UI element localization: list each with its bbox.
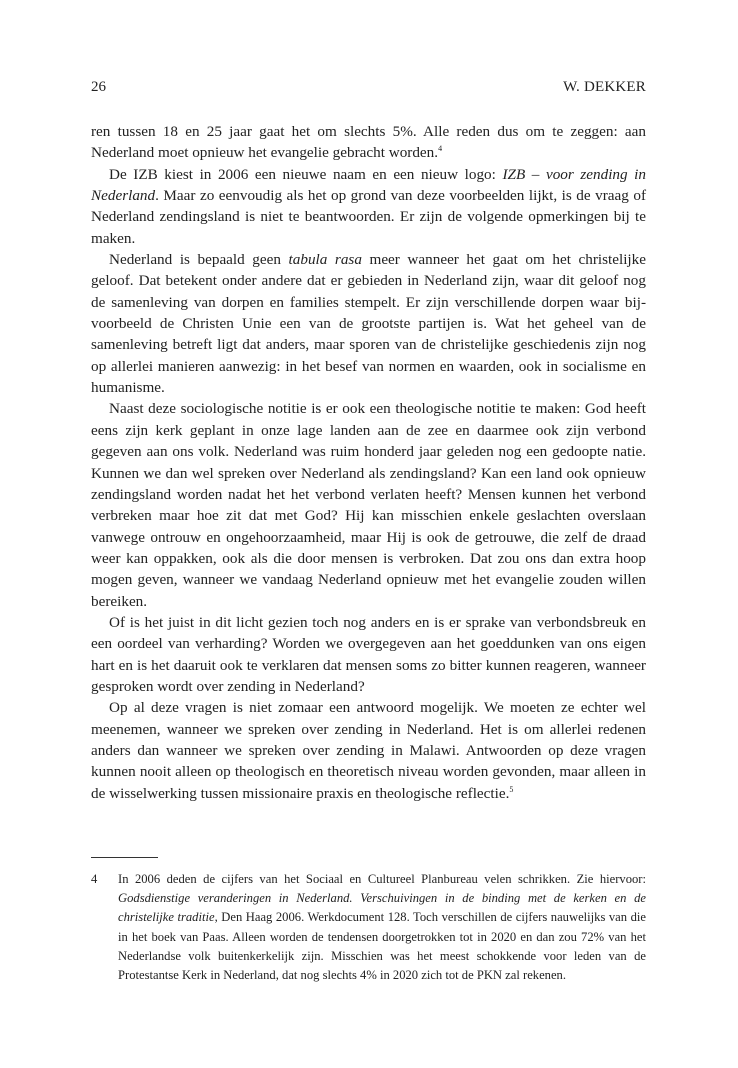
footnote-text: [118, 870, 646, 985]
paragraph-1: [91, 121, 646, 164]
footnote-divider: [91, 857, 158, 858]
footnote-italic-title: Godsdienstige veranderingen in Nederland. Verschuivingen in de binding met de kerken en de christelijke traditie: [118, 891, 646, 925]
paragraph-2-text-a: De IZB kiest in 2006 een nieuwe naam en een nieuw logo:: [109, 165, 503, 183]
footnote-ref-5[interactable]: 5: [509, 784, 514, 794]
paragraph-6-text: Op al deze vragen is niet zomaar een antwoord mogelijk. We moeten ze echter wel meenemen, wanneer we spreken over zending in Nederland. Het is om allerlei redenen anders dan wanneer we spreken over zending in Malawi. Antwoorden op deze vragen kunnen nooit alleen op theologisch en theoretisch niveau worden gevonden, maar alleen in de wisselwerking tussen missionaire praxis en theologische reflectie.: [91, 699, 646, 802]
footnote-text-a: In 2006 deden de cijfers van het Sociaal en Cultureel Planbureau velen schrikken. Zie hiervoor:: [118, 872, 646, 886]
footnote-ref-4[interactable]: 4: [438, 144, 443, 154]
paragraph-4: Naast deze sociologische notitie is er ook een theologische notitie te maken: God heeft eens zijn kerk geplant in onze lage landen aan de zee en daarmee ook zijn verbond gegeven aan ons volk. Nederland was ruim honderd jaar geleden nog een gedoopte natie. Kunnen we dan wel spreken over Nederland als zendingsland? Kan een land ook opnieuw zendingsland worden nadat het het verbond verlaten heeft? Mensen kunnen het verbond verbreken maar hoe zit dat met God? Hij kan misschien enkele geslachten overslaan vanwege ontrouw en ongehoorzaamheid, maar Hij is ook de getrouwe, die zelf de draad weer kan oppakken, ook als die door mensen is verbroken. Dat zou ons dan extra hoop mogen geven, wanneer we vandaag Nederland opnieuw met het evangelie zouden willen bereiken.: [91, 400, 646, 610]
body-text: [91, 121, 646, 804]
footnote-number: 4: [91, 872, 98, 886]
paragraph-6: [91, 697, 646, 804]
running-head: [91, 77, 646, 99]
paragraph-2: [91, 164, 646, 249]
paragraph-3-text-a: Nederland is bepaald geen: [109, 251, 289, 269]
paragraph-5: Of is het juist in dit licht gezien toch nog anders en is er sprake van verbondsbreuk en een oordeel van verharding? Worden we overgegeven aan het goeddunken van ons eigen hart en is het daaruit ook te verklaren dat mensen soms zo bitter kunnen reageren, wanneer gesproken wordt over zending in Nederland?: [91, 613, 646, 695]
paragraph-3: [91, 249, 646, 398]
page-number: 26: [91, 79, 106, 95]
paragraph-3-italic: tabula rasa: [288, 251, 362, 269]
paragraph-2-text-b: . Maar zo eenvoudig als het op grond van deze voorbeelden lijkt, is de vraag of Nederland zendingsland is niet te beantwoorden. Er zijn de volgende opmerkingen bij te maken.: [91, 187, 646, 247]
footnote-text-b: , Den Haag 2006. Werkdocument 128. Toch verschillen de cijfers nauwelijks van die in het boek van Paas. Alleen worden de tendensen doorgetrokken tot in 2020 en dan zou 72% van het Nederlandse volk buitenkerkelijk zijn. Misschien was het meest schokkende voor leden van de Protestantse Kerk in Nederland, dat nog slechts 4% in 2020 zich tot de PKN zal rekenen.: [118, 910, 646, 983]
running-head-author: W. DEKKER: [563, 79, 646, 95]
paragraph-1-text: ren tussen 18 en 25 jaar gaat het om slechts 5%. Alle reden dus om te zeggen: aan Nederland moet opnieuw het evangelie gebracht worden.: [91, 123, 646, 162]
footnote-4: [91, 870, 646, 985]
paragraph-2-italic: IZB – voor zending in Nederland: [91, 165, 646, 205]
paragraph-3-text-b: meer wanneer het gaat om het christelijke geloof. Dat betekent onder andere dat er gebieden in Nederland zijn, waar dit geloof nog de samenleving van dorpen en families stempelt. Er zijn verschillende dorpen waar bijvoorbeeld de Christen Unie een van de grootste partijen is. Wat het geheel van de samenleving betreft ligt dat anders, maar sporen van de christelijke geschiedenis zijn nog op allerlei manieren aanwezig: in het besef van normen en waarden, ook in socialisme en humanisme.: [91, 251, 646, 397]
